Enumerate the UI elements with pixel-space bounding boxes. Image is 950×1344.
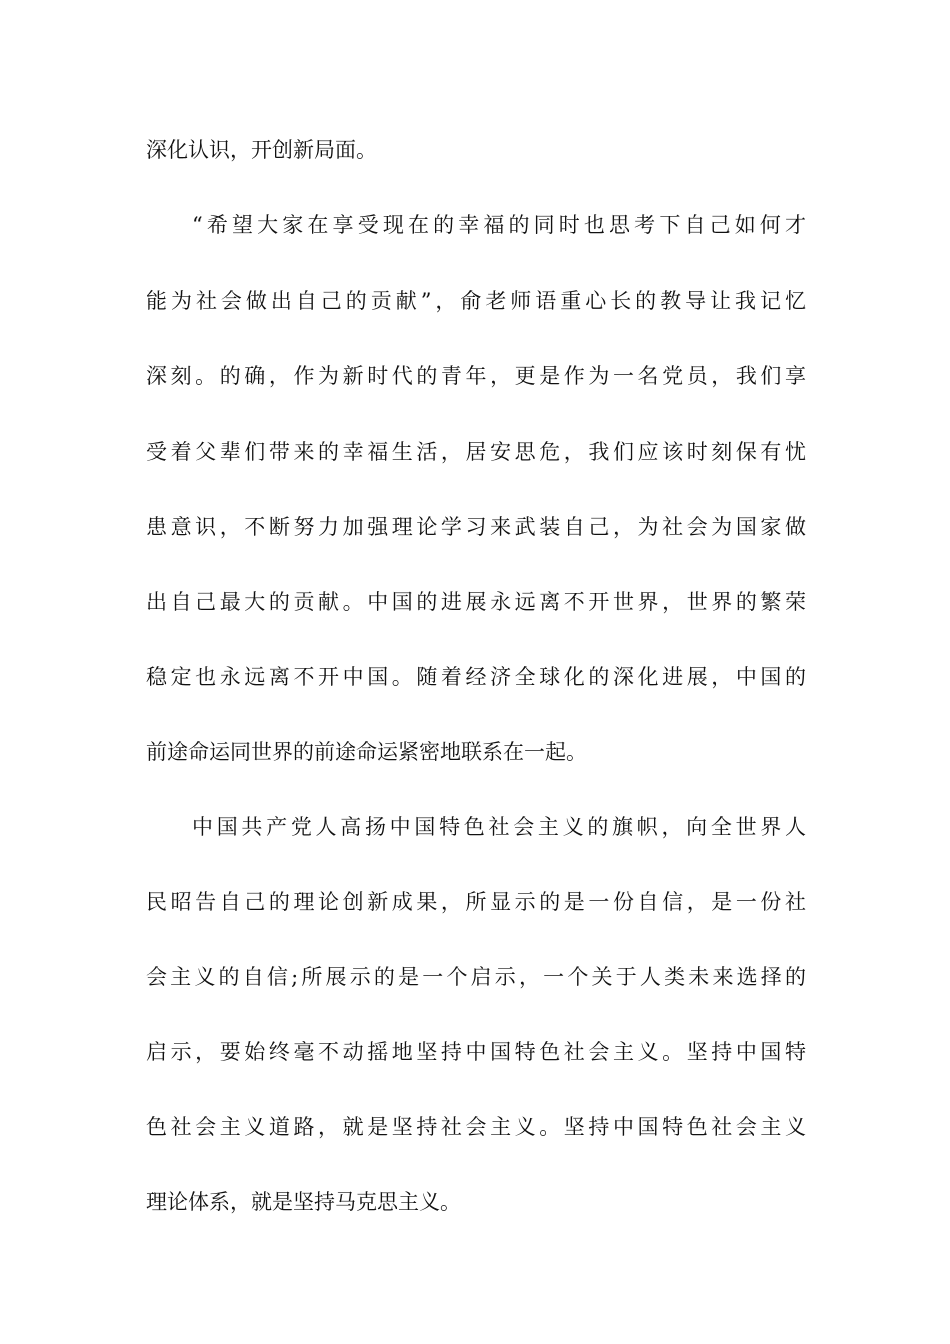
- text-line: 中国共产党人高扬中国特色社会主义的旗帜，向全世界人: [192, 815, 806, 839]
- text-line: “希望大家在享受现在的幸福的同时也思考下自己如何才: [192, 213, 806, 237]
- text-line: 前途命运同世界的前途命运紧密地联系在一起。: [146, 740, 587, 764]
- text-line: 受着父辈们带来的幸福生活，居安思危，我们应该时刻保有忧: [146, 440, 806, 464]
- text-line: 启示，要始终毫不动摇地坚持中国特色社会主义。坚持中国特: [146, 1040, 806, 1064]
- text-line: 稳定也永远离不开中国。随着经济全球化的深化进展，中国的: [146, 665, 806, 689]
- text-line: 出自己最大的贡献。中国的进展永远离不开世界，世界的繁荣: [146, 590, 806, 614]
- text-line: 患意识，不断努力加强理论学习来武装自己，为社会为国家做: [146, 515, 806, 539]
- text-line: 深刻。的确，作为新时代的青年，更是作为一名党员，我们享: [146, 364, 806, 388]
- text-line: 会主义的自信;所展示的是一个启示，一个关于人类未来选择的: [146, 965, 806, 989]
- text-line: 色社会主义道路，就是坚持社会主义。坚持中国特色社会主义: [146, 1115, 806, 1139]
- text-line: 理论体系，就是坚持马克思主义。: [146, 1190, 461, 1214]
- text-line: 民昭告自己的理论创新成果，所显示的是一份自信，是一份社: [146, 890, 806, 914]
- text-line: 能为社会做出自己的贡献”，俞老师语重心长的教导让我记忆: [146, 289, 806, 313]
- text-line: 深化认识，开创新局面。: [146, 138, 377, 162]
